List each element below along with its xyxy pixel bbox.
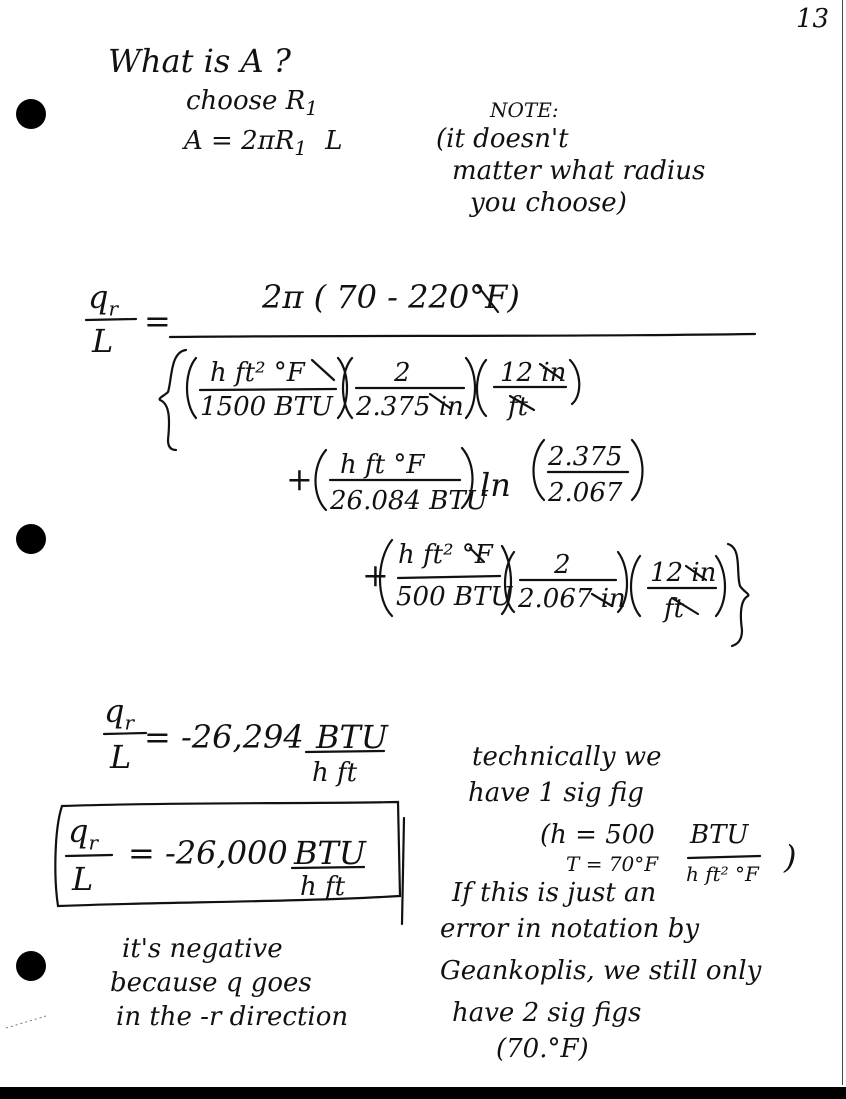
term3-f1-bar bbox=[398, 576, 500, 578]
lhs-denominator: L bbox=[92, 322, 114, 360]
lhs-subscript: r bbox=[108, 296, 119, 321]
result-unit-den: h ft bbox=[312, 758, 358, 788]
term1-f3-paren-r bbox=[570, 360, 579, 404]
lhs-fraction-bar bbox=[86, 319, 136, 320]
area-equation-text: A = 2πR bbox=[184, 126, 295, 156]
cancel-4 bbox=[510, 396, 534, 410]
sigfig-line-3: If this is just an bbox=[452, 878, 657, 908]
sigfig-line-5: Geankoplis, we still only bbox=[440, 956, 762, 986]
result-subscript: r bbox=[124, 710, 135, 735]
note-line-1: (it doesn't bbox=[436, 124, 569, 154]
term2-f1-paren-r bbox=[462, 448, 473, 508]
choose-subscript: 1 bbox=[305, 96, 318, 121]
result-unit-num: BTU bbox=[316, 718, 388, 756]
term3-f3-paren-l bbox=[631, 556, 640, 616]
term3-f1-den: 500 BTU bbox=[396, 582, 513, 612]
term1-f3-num: 12 in bbox=[500, 358, 567, 388]
sigfig-line-1: technically we bbox=[472, 742, 662, 772]
term3-f2-paren-r bbox=[618, 552, 627, 612]
boxed-frame-shadow bbox=[402, 818, 404, 924]
term3-f1-num: h ft² °F bbox=[398, 540, 493, 570]
sigfig-temp: T = 70°F bbox=[566, 852, 659, 876]
term1-f1-bar bbox=[200, 389, 336, 390]
note-line-2: matter what radius bbox=[452, 156, 706, 186]
note-line-3: you choose) bbox=[470, 188, 627, 218]
cancel-5 bbox=[478, 286, 498, 312]
sigfig-line-6: have 2 sig figs bbox=[452, 998, 642, 1028]
cancel-7 bbox=[592, 594, 612, 606]
boxed-q: q bbox=[68, 812, 89, 850]
negative-note-1: it's negative bbox=[122, 934, 283, 964]
term2-f2-den: 2.067 bbox=[548, 478, 623, 508]
term1-f2-num: 2 bbox=[394, 358, 411, 388]
cancel-8 bbox=[686, 566, 706, 580]
result-value: = -26,294 bbox=[144, 718, 304, 756]
choose-text: choose R bbox=[186, 86, 306, 116]
term3-f2-num: 2 bbox=[554, 550, 571, 580]
lhs-q: q bbox=[88, 278, 109, 316]
term2-plus: + bbox=[286, 460, 313, 498]
negative-note-3: in the -r direction bbox=[116, 1002, 349, 1032]
boxed-subscript: r bbox=[88, 830, 99, 855]
result-unit-bar bbox=[306, 751, 384, 752]
term2-f2-num: 2.375 bbox=[548, 442, 623, 472]
margin-mark bbox=[6, 1016, 46, 1028]
boxed-lhs-den: L bbox=[72, 860, 94, 898]
page-number: 13 bbox=[796, 4, 830, 34]
boxed-lhs-bar bbox=[66, 855, 112, 856]
sigfig-h-unit-den: h ft² °F bbox=[686, 862, 759, 886]
cancel-1 bbox=[312, 360, 334, 380]
term2-f1-den: 26.084 BTU bbox=[330, 486, 488, 516]
negative-note-2: because q goes bbox=[110, 968, 312, 998]
cancel-9 bbox=[672, 598, 698, 614]
term2-f2-paren-l bbox=[534, 440, 545, 500]
term3-f1-paren-l bbox=[380, 540, 392, 616]
term3-f2-paren-l bbox=[505, 552, 514, 612]
term3-f2-den: 2.067 in bbox=[518, 584, 626, 614]
area-length: L bbox=[325, 126, 343, 156]
boxed-unit-num: BTU bbox=[294, 834, 366, 872]
equation-numerator: 2π ( 70 - 220°F) bbox=[262, 278, 520, 316]
boxed-unit-bar bbox=[292, 867, 364, 868]
term3-f3-num: 12 in bbox=[650, 558, 717, 588]
term1-f3-paren-l bbox=[477, 360, 486, 416]
result-q: q bbox=[104, 692, 125, 730]
result-lhs-bar bbox=[104, 733, 146, 734]
sigfig-line-2: have 1 sig fig bbox=[468, 778, 644, 808]
term1-f1-den: 1500 BTU bbox=[200, 392, 333, 422]
boxed-value: = -26,000 bbox=[128, 834, 288, 872]
question-heading: What is A ? bbox=[108, 42, 291, 80]
term3-f3-den: ft bbox=[664, 594, 685, 624]
sigfig-h-unit-num: BTU bbox=[690, 820, 749, 850]
main-fraction-bar bbox=[170, 334, 755, 337]
sigfig-close-paren: ) bbox=[784, 838, 797, 876]
term2-f1-paren-l bbox=[316, 450, 327, 510]
area-subscript: 1 bbox=[294, 136, 308, 161]
term3-f3-paren-r bbox=[716, 556, 725, 616]
sigfig-unit-bar bbox=[688, 856, 760, 858]
cancel-6 bbox=[470, 548, 484, 562]
sigfig-line-7: (70.°F) bbox=[496, 1034, 589, 1064]
term2-f2-paren-r bbox=[632, 440, 643, 500]
term1-f2-paren-r bbox=[466, 358, 475, 418]
boxed-unit-den: h ft bbox=[300, 872, 346, 902]
sigfig-h-value: (h = 500 bbox=[540, 820, 655, 850]
term2-ln: ln bbox=[480, 466, 511, 504]
sigfig-line-4: error in notation by bbox=[440, 914, 700, 944]
term2-f1-num: h ft °F bbox=[340, 450, 425, 480]
lhs-equals: = bbox=[144, 302, 171, 340]
note-title: NOTE: bbox=[490, 98, 559, 122]
right-brace bbox=[728, 544, 748, 646]
term1-f3-den: ft bbox=[508, 392, 529, 422]
result-lhs-den: L bbox=[110, 738, 132, 776]
cancel-3 bbox=[540, 364, 560, 378]
term1-f1-num: h ft² °F bbox=[210, 358, 305, 388]
term3-plus: + bbox=[362, 556, 389, 594]
cancel-2 bbox=[430, 394, 450, 408]
boxed-frame bbox=[55, 802, 400, 906]
left-brace bbox=[160, 350, 186, 450]
term1-f2-den: 2.375 in bbox=[356, 392, 464, 422]
term1-f1-paren-l bbox=[187, 358, 196, 418]
